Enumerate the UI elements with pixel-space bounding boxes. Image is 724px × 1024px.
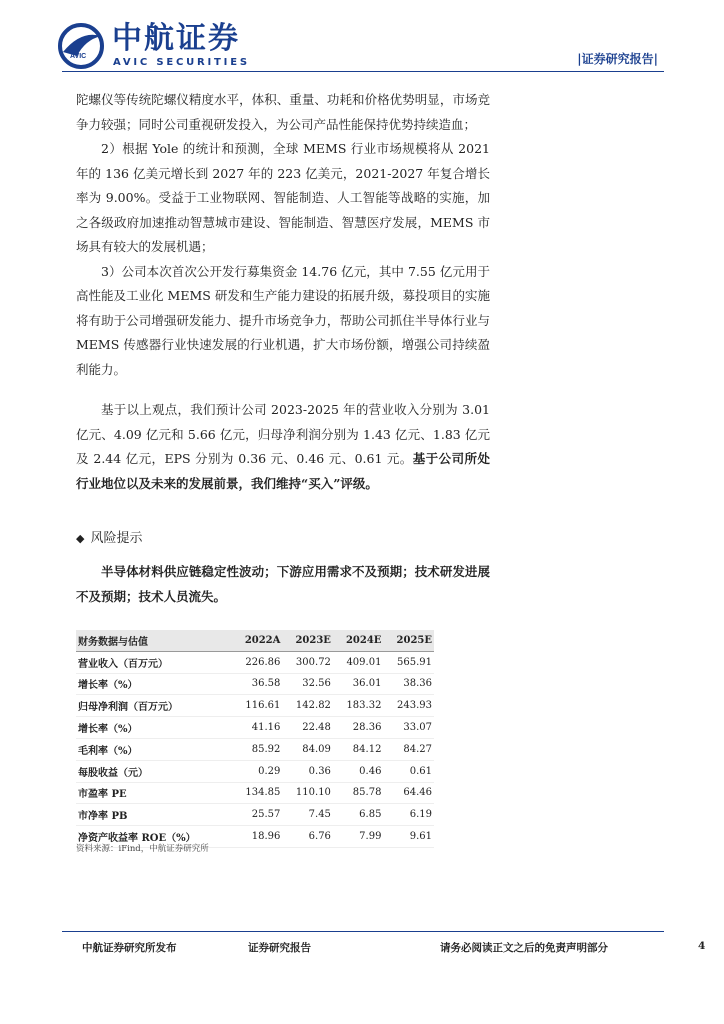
table-header-cell: 2025E xyxy=(383,630,434,651)
brand-name-en: AVIC SECURITIES xyxy=(113,57,250,68)
table-cell: 38.36 xyxy=(383,673,434,695)
row-label: 净资产收益率 ROE（%） xyxy=(76,826,232,848)
table-source: 资料来源：iFind，中航证券研究所 xyxy=(76,844,209,854)
row-label: 市净率 PB xyxy=(76,804,232,826)
table-cell: 565.91 xyxy=(383,651,434,673)
table-cell: 243.93 xyxy=(383,695,434,717)
paragraph-2: 2）根据 Yole 的统计和预测，全球 MEMS 行业市场规模将从 2021 年的 136 亿美元增长到 2027 年的 223 亿美元，2021-2027 年复合增长率为 9.00%。受益于工业物联网、智能制造、人工智能等战略的实施，加之各级政府加速推动智慧城市建设、智能制造、智慧医疗发展，MEMS 市场具有较大的发展机遇； xyxy=(76,141,490,254)
row-label: 增长率（%） xyxy=(76,673,232,695)
analysis-points xyxy=(76,88,490,382)
header-rule xyxy=(62,71,664,72)
table-row xyxy=(76,717,434,739)
rating-statement: 基于公司所处行业地位以及未来的发展前景，我们维持“买入”评级。 xyxy=(76,451,490,491)
table-cell: 84.09 xyxy=(282,738,333,760)
risk-text-content: 半导体材料供应链稳定性波动；下游应用需求不及预期；技术研发进展不及预期；技术人员流失。 xyxy=(76,564,490,604)
logo-text: AVIC xyxy=(70,53,87,60)
forecast-text: 基于以上观点，我们预计公司 2023-2025 年的营业收入分别为 3.01 亿元、4.09 亿元和 5.66 亿元，归母净利润分别为 1.43 亿元、1.83 亿元及 2.44 亿元，EPS 分别为 0.36 元、0.46 元、0.61 元。 xyxy=(76,402,490,466)
row-label: 市盈率 PE xyxy=(76,782,232,804)
footer-publisher: 中航证券研究所发布 xyxy=(82,942,177,954)
table-cell: 41.16 xyxy=(232,717,283,739)
diamond-bullet-icon: ◆ xyxy=(76,532,85,545)
table-cell: 22.48 xyxy=(282,717,333,739)
risk-text xyxy=(76,560,490,609)
row-label: 每股收益（元） xyxy=(76,760,232,782)
table-cell: 36.01 xyxy=(333,673,384,695)
table-row xyxy=(76,738,434,760)
table-cell: 110.10 xyxy=(282,782,333,804)
table-row xyxy=(76,804,434,826)
table-cell: 25.57 xyxy=(232,804,283,826)
table-cell: 84.12 xyxy=(333,738,384,760)
table-cell: 32.56 xyxy=(282,673,333,695)
table-cell: 0.61 xyxy=(383,760,434,782)
table-cell: 0.29 xyxy=(232,760,283,782)
footer-disclaimer: 请务必阅读正文之后的免责声明部分 xyxy=(440,942,608,954)
table-cell: 28.36 xyxy=(333,717,384,739)
table-cell: 6.76 xyxy=(282,826,333,848)
table-cell: 0.36 xyxy=(282,760,333,782)
table-cell: 33.07 xyxy=(383,717,434,739)
table-row xyxy=(76,760,434,782)
table-cell: 300.72 xyxy=(282,651,333,673)
table-cell: 7.45 xyxy=(282,804,333,826)
row-label: 增长率（%） xyxy=(76,717,232,739)
table-cell: 116.61 xyxy=(232,695,283,717)
table-cell: 226.86 xyxy=(232,651,283,673)
table-cell: 7.99 xyxy=(333,826,384,848)
risk-heading xyxy=(76,530,142,548)
table-cell: 6.85 xyxy=(333,804,384,826)
table-row xyxy=(76,782,434,804)
page-header xyxy=(0,0,724,80)
table-header-cell: 2024E xyxy=(333,630,384,651)
table-cell: 64.46 xyxy=(383,782,434,804)
table-cell: 36.58 xyxy=(232,673,283,695)
row-label: 毛利率（%） xyxy=(76,738,232,760)
row-label: 营业收入（百万元） xyxy=(76,651,232,673)
footer-rule xyxy=(62,931,664,932)
table-cell: 9.61 xyxy=(383,826,434,848)
table-header-cell: 财务数据与估值 xyxy=(76,630,232,651)
paragraph-3: 3）公司本次首次公开发行募集资金 14.76 亿元，其中 7.55 亿元用于高性能及工业化 MEMS 研发和生产能力建设的拓展升级，募投项目的实施将有助于公司增强研发能力、提升市场竞争力，帮助公司抓住半导体行业与 MEMS 传感器行业快速发展的行业机遇，扩大市场份额，增强公司持续盈利能力。 xyxy=(76,263,490,377)
table-cell: 85.78 xyxy=(333,782,384,804)
table-row xyxy=(76,651,434,673)
row-label: 归母净利润（百万元） xyxy=(76,695,232,717)
table-row xyxy=(76,695,434,717)
risk-title-text: 风险提示 xyxy=(90,531,143,546)
footer-report-type: 证券研究报告 xyxy=(248,942,311,954)
table-cell: 6.19 xyxy=(383,804,434,826)
table-cell: 134.85 xyxy=(232,782,283,804)
page-number: 4 xyxy=(698,940,706,952)
brand-name-cn: 中航证券 xyxy=(112,21,240,56)
forecast-paragraph xyxy=(76,398,490,496)
table-cell: 84.27 xyxy=(383,738,434,760)
table-row xyxy=(76,673,434,695)
table-cell: 85.92 xyxy=(232,738,283,760)
table-cell: 142.82 xyxy=(282,695,333,717)
table-cell: 409.01 xyxy=(333,651,384,673)
paragraph-1: 陀螺仪等传统陀螺仪精度水平，体积、重量、功耗和价格优势明显，市场竞争力较强；同时公司重视研发投入，为公司产品性能保持优势持续造血； xyxy=(76,92,490,132)
report-type-tag: |证券研究报告| xyxy=(577,52,658,66)
table-header-row xyxy=(76,630,434,651)
avic-logo-icon xyxy=(57,22,105,70)
financial-table xyxy=(76,630,434,848)
table-cell: 183.32 xyxy=(333,695,384,717)
table-cell: 0.46 xyxy=(333,760,384,782)
table-header-cell: 2022A xyxy=(232,630,283,651)
table-cell: 18.96 xyxy=(232,826,283,848)
table-header-cell: 2023E xyxy=(282,630,333,651)
